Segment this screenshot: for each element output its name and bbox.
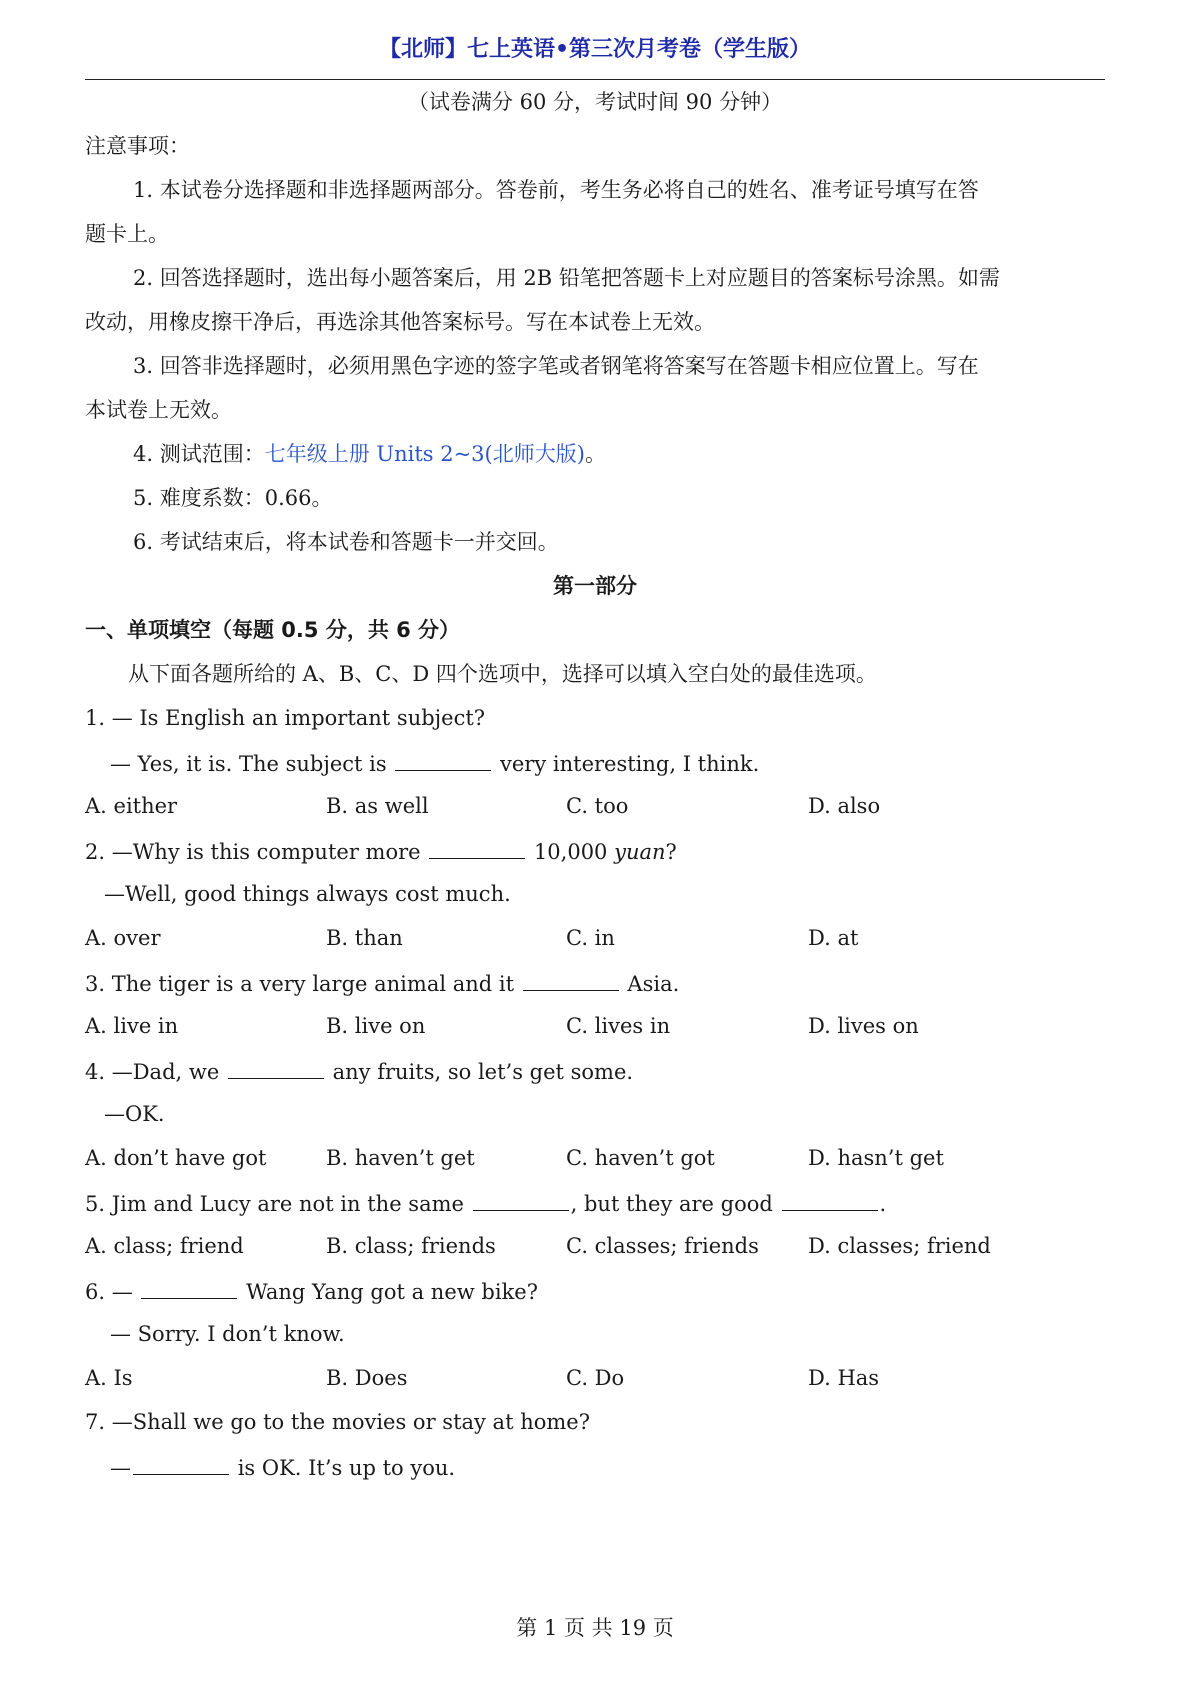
page-footer: 第 1 页 共 19 页 (516, 1616, 674, 1640)
header-divider (85, 79, 1105, 80)
notice-item-1-cont: 题卡上。 (85, 222, 169, 246)
q2-option-d: D. at (808, 926, 859, 950)
notice-item-4-prefix: 4. 测试范围： (133, 442, 265, 466)
q2-reply: —Well, good things always cost much. (104, 882, 511, 906)
q1-reply (110, 752, 759, 775)
q5-option-a: A. class; friend (85, 1234, 244, 1258)
q1-reply-a: — Yes, it is. The subject is (110, 752, 387, 776)
answer-blank (473, 1192, 569, 1211)
header-title: 【北师】七上英语•第三次月考卷（学生版） (378, 37, 812, 62)
q7-reply-a: — (110, 1456, 131, 1480)
q2-option-b: B. than (326, 926, 403, 950)
q2-option-a: A. over (85, 926, 161, 950)
exam-info: （试卷满分 60 分，考试时间 90 分钟） (407, 90, 783, 114)
q6-stem-a: 6. — (85, 1280, 133, 1304)
q2-stem-c: ? (665, 840, 677, 864)
q4-stem (85, 1060, 633, 1083)
q4-reply: —OK. (104, 1102, 165, 1126)
q4-option-d: D. hasn’t get (808, 1146, 944, 1170)
q6-option-a: A. Is (85, 1366, 133, 1390)
q4-option-a: A. don’t have got (85, 1146, 267, 1170)
answer-blank (395, 752, 491, 771)
q3-option-b: B. live on (326, 1014, 426, 1038)
part-title: 第一部分 (553, 574, 637, 598)
q5-stem-c: . (879, 1192, 887, 1216)
notice-item-2-cont: 改动，用橡皮擦干净后，再选涂其他答案标号。写在本试卷上无效。 (85, 310, 715, 334)
q1-option-c: C. too (566, 794, 629, 818)
q1-option-d: D. also (808, 794, 881, 818)
q5-stem-b: , but they are good (570, 1192, 773, 1216)
notice-item-3: 3. 回答非选择题时，必须用黑色字迹的签字笔或者钢笔将答案写在答题卡相应位置上。写在 (133, 354, 979, 378)
section-title: 一、单项填空（每题 0.5 分，共 6 分） (85, 618, 461, 642)
q6-reply: — Sorry. I don’t know. (110, 1322, 345, 1346)
q7-stem: 7. —Shall we go to the movies or stay at home? (85, 1410, 590, 1434)
q3-option-d: D. lives on (808, 1014, 919, 1038)
answer-blank (133, 1456, 229, 1475)
answer-blank (228, 1060, 324, 1079)
section-instruction: 从下面各题所给的 A、B、C、D 四个选项中，选择可以填入空白处的最佳选项。 (128, 662, 877, 686)
q7-reply-b: is OK. It’s up to you. (237, 1456, 456, 1480)
q2-stem-b: 10,000 (533, 840, 608, 864)
q6-stem (85, 1280, 538, 1303)
notice-item-3-cont: 本试卷上无效。 (85, 398, 232, 422)
q2-stem (85, 840, 677, 863)
q3-option-a: A. live in (85, 1014, 179, 1038)
notice-item-4 (133, 444, 606, 465)
q5-stem (85, 1192, 886, 1215)
notice-item-4-suffix: 。 (584, 442, 606, 466)
q1-option-a: A. either (85, 794, 178, 818)
notice-item-1: 1. 本试卷分选择题和非选择题两部分。答卷前，考生务必将自己的姓名、准考证号填写在答 (133, 178, 979, 202)
q6-option-b: B. Does (326, 1366, 408, 1390)
q4-stem-a: 4. —Dad, we (85, 1060, 220, 1084)
answer-blank (782, 1192, 878, 1211)
q4-stem-b: any fruits, so let’s get some. (332, 1060, 634, 1084)
notice-heading: 注意事项： (85, 134, 190, 158)
q1-option-b: B. as well (326, 794, 429, 818)
q4-option-b: B. haven’t get (326, 1146, 475, 1170)
q5-option-c: C. classes; friends (566, 1234, 759, 1258)
answer-blank (429, 840, 525, 859)
q3-stem-b: Asia. (627, 972, 680, 996)
q2-stem-italic: yuan (614, 840, 666, 864)
test-scope-link: 七年级上册 Units 2~3(北师大版) (264, 442, 585, 466)
notice-item-2: 2. 回答选择题时，选出每小题答案后，用 2B 铅笔把答题卡上对应题目的答案标号涂黑。如需 (133, 266, 1000, 290)
q3-stem (85, 972, 679, 995)
q2-option-c: C. in (566, 926, 615, 950)
q2-stem-a: 2. —Why is this computer more (85, 840, 421, 864)
q6-option-d: D. Has (808, 1366, 880, 1390)
q5-option-d: D. classes; friend (808, 1234, 991, 1258)
q7-reply (110, 1456, 455, 1479)
q1-stem: 1. — Is English an important subject? (85, 706, 486, 730)
q3-stem-a: 3. The tiger is a very large animal and it (85, 972, 515, 996)
q4-option-c: C. haven’t got (566, 1146, 715, 1170)
q3-option-c: C. lives in (566, 1014, 671, 1038)
q1-reply-b: very interesting, I think. (500, 752, 760, 776)
q6-stem-b: Wang Yang got a new bike? (246, 1280, 538, 1304)
answer-blank (523, 972, 619, 991)
q5-stem-a: 5. Jim and Lucy are not in the same (85, 1192, 464, 1216)
answer-blank (141, 1280, 237, 1299)
q6-option-c: C. Do (566, 1366, 625, 1390)
q5-option-b: B. class; friends (326, 1234, 496, 1258)
notice-item-5: 5. 难度系数：0.66。 (133, 486, 333, 510)
notice-item-6: 6. 考试结束后，将本试卷和答题卡一并交回。 (133, 530, 559, 554)
